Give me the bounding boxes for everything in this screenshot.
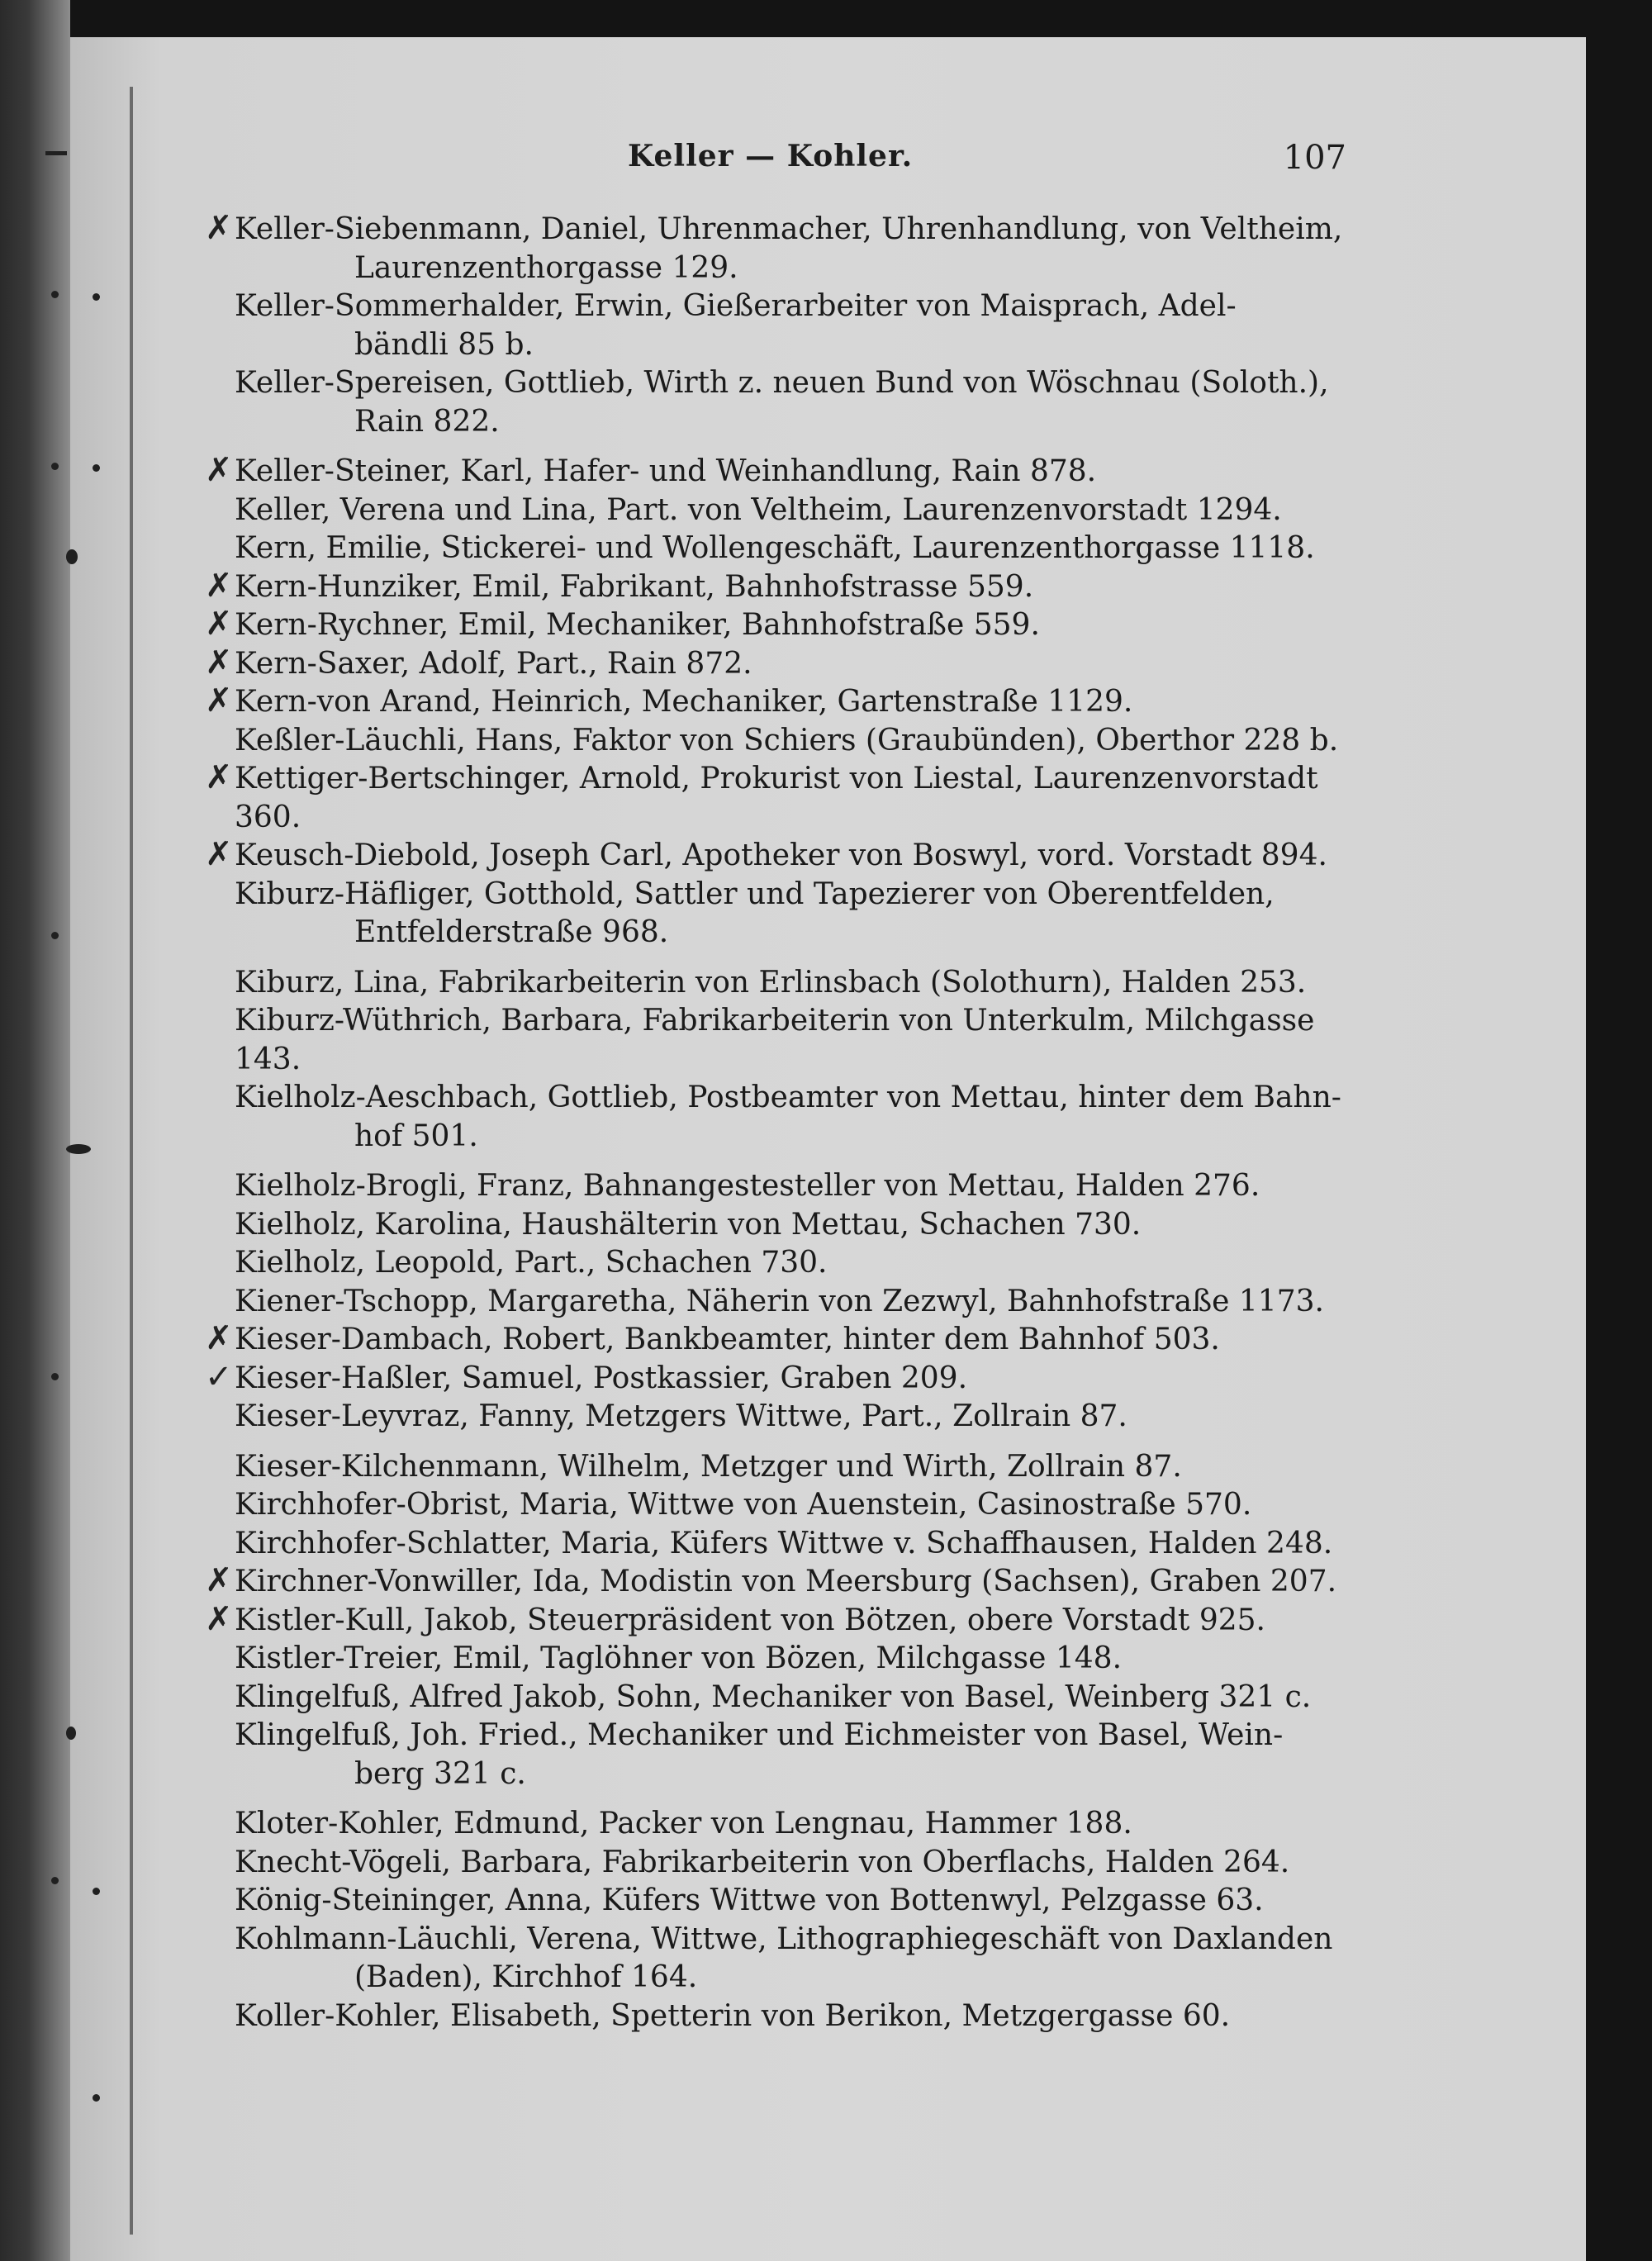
directory-entry: ✗ Kern-Hunziker, Emil, Fabrikant, Bahnhofstrasse 559. [205, 566, 1034, 605]
binding-hole [66, 1144, 91, 1154]
page-number: 107 [1283, 139, 1346, 177]
directory-entry: ✗ Keller-Steiner, Karl, Hafer- und Weinhandlung, Rain 878. [205, 451, 1097, 489]
directory-entry: ✗ Kieser-Dambach, Robert, Bankbeamter, hinter dem Bahnhof 503. [205, 1319, 1220, 1357]
binding-gutter [130, 87, 133, 2235]
pencil-mark-icon: ✗ [205, 835, 233, 873]
directory-entry: Kieser-Kilchenmann, Wilhelm, Metzger und Wirth, Zollrain 87. [235, 1449, 1182, 1484]
pencil-mark-icon: ✗ [205, 451, 233, 489]
directory-entry: ✗ Keller-Siebenmann, Daniel, Uhrenmacher, Uhrenhandlung, von Veltheim, Laurenzenthorgasse 129. [205, 209, 1343, 285]
binding-hole [51, 1373, 59, 1380]
directory-entry: ✓ Kieser-Haßler, Samuel, Postkassier, Graben 209. [205, 1357, 968, 1396]
directory-entry: König-Steininger, Anna, Küfers Wittwe von Bottenwyl, Pelzgasse 63. [235, 1883, 1264, 1917]
directory-entry: Kielholz, Leopold, Part., Schachen 730. [235, 1246, 828, 1280]
running-header: Keller — Kohler. [628, 139, 914, 173]
directory-entries [205, 209, 1358, 2035]
scan-binding-edge [0, 0, 70, 2261]
pencil-mark-icon: ✗ [205, 209, 233, 247]
directory-entry: Kirchhofer-Schlatter, Maria, Küfers Wittwe v. Schaffhausen, Halden 248. [235, 1526, 1333, 1560]
directory-entry: Keller, Verena und Lina, Part. von Veltheim, Laurenzenvorstadt 1294. [235, 492, 1282, 527]
pencil-mark-icon: ✗ [205, 566, 233, 605]
directory-entry: ✗ Kirchner-Vonwiller, Ida, Modistin von Meersburg (Sachsen), Graben 207. [205, 1561, 1337, 1599]
directory-entry: Keller-Spereisen, Gottlieb, Wirth z. neuen Bund von Wöschnau (Soloth.), Rain 822. [235, 366, 1329, 439]
directory-entry: ✗ Kettiger-Bertschinger, Arnold, Prokurist von Liestal, Laurenzenvorstadt 360. [205, 758, 1318, 834]
binding-hole [66, 549, 78, 564]
directory-entry: Kistler-Treier, Emil, Taglöhner von Bözen, Milchgasse 148. [235, 1641, 1123, 1675]
pencil-mark-icon: ✗ [205, 682, 233, 720]
directory-entry: ✗ Keusch-Diebold, Joseph Carl, Apotheker von Boswyl, vord. Vorstadt 894. [205, 835, 1327, 873]
directory-entry: Kieser-Leyvraz, Fanny, Metzgers Wittwe, Part., Zollrain 87. [235, 1399, 1127, 1433]
directory-entry: Kiburz, Lina, Fabrikarbeiterin von Erlinsbach (Solothurn), Halden 253. [235, 965, 1307, 1000]
directory-entry: Kern, Emilie, Stickerei- und Wollengeschäft, Laurenzenthorgasse 1118. [235, 531, 1315, 565]
directory-entry: Kielholz-Brogli, Franz, Bahnangestesteller von Mettau, Halden 276. [235, 1169, 1260, 1203]
binding-hole [66, 1727, 76, 1740]
pencil-mark-icon: ✗ [205, 1599, 233, 1638]
binding-hole [51, 932, 59, 939]
directory-entry: Keller-Sommerhalder, Erwin, Gießerarbeiter von Maisprach, Adel- bändli 85 b. [235, 289, 1237, 362]
directory-entry: ✗ Kistler-Kull, Jakob, Steuerpräsident von Bötzen, obere Vorstadt 925. [205, 1599, 1265, 1638]
directory-entry: ✗ Kern-von Arand, Heinrich, Mechaniker, Gartenstraße 1129. [205, 682, 1133, 720]
directory-entry: Kloter-Kohler, Edmund, Packer von Lengnau, Hammer 188. [235, 1807, 1132, 1841]
pencil-check-icon: ✓ [205, 1357, 233, 1396]
binding-hole [51, 463, 59, 470]
directory-entry: Klingelfuß, Joh. Fried., Mechaniker und Eichmeister von Basel, Wein- berg 321 c. [235, 1718, 1284, 1791]
directory-entry: Koller-Kohler, Elisabeth, Spetterin von Berikon, Metzgergasse 60. [235, 1998, 1231, 2033]
directory-entry: Kielholz, Karolina, Haushälterin von Mettau, Schachen 730. [235, 1207, 1142, 1242]
binding-hole [93, 464, 100, 472]
pencil-mark-icon: ✗ [205, 605, 233, 643]
directory-entry: Kiburz-Häfliger, Gotthold, Sattler und Tapezierer von Oberentfelden, Entfelderstraße 968. [235, 876, 1275, 949]
directory-entry: Knecht-Vögeli, Barbara, Fabrikarbeiterin von Oberflachs, Halden 264. [235, 1845, 1290, 1879]
directory-entry: Kielholz-Aeschbach, Gottlieb, Postbeamter von Mettau, hinter dem Bahn- hof 501. [235, 1081, 1341, 1153]
directory-entry: Kiener-Tschopp, Margaretha, Näherin von Zezwyl, Bahnhofstraße 1173. [235, 1284, 1324, 1318]
binding-hole [93, 1888, 100, 1895]
binding-hole [51, 291, 59, 298]
directory-entry: ✗ Kern-Rychner, Emil, Mechaniker, Bahnhofstraße 559. [205, 605, 1040, 643]
pencil-mark-icon: ✗ [205, 1561, 233, 1599]
pencil-mark-icon: ✗ [205, 643, 233, 682]
directory-entry: Keßler-Läuchli, Hans, Faktor von Schiers (Graubünden), Oberthor 228 b. [235, 723, 1339, 758]
binding-mark [45, 151, 67, 155]
directory-entry: Kiburz-Wüthrich, Barbara, Fabrikarbeiterin von Unterkulm, Milchgasse 143. [235, 1004, 1315, 1076]
binding-hole [51, 1877, 59, 1884]
pencil-mark-icon: ✗ [205, 758, 233, 796]
directory-entry: Klingelfuß, Alfred Jakob, Sohn, Mechaniker von Basel, Weinberg 321 c. [235, 1679, 1312, 1714]
directory-entry: Kohlmann-Läuchli, Verena, Wittwe, Lithographiegeschäft von Daxlanden (Baden), Kirchhof 164. [235, 1921, 1333, 1994]
binding-hole [93, 2094, 100, 2102]
pencil-mark-icon: ✗ [205, 1319, 233, 1357]
directory-entry: Kirchhofer-Obrist, Maria, Wittwe von Auenstein, Casinostraße 570. [235, 1488, 1252, 1522]
directory-entry: ✗ Kern-Saxer, Adolf, Part., Rain 872. [205, 643, 752, 682]
binding-hole [93, 293, 100, 301]
